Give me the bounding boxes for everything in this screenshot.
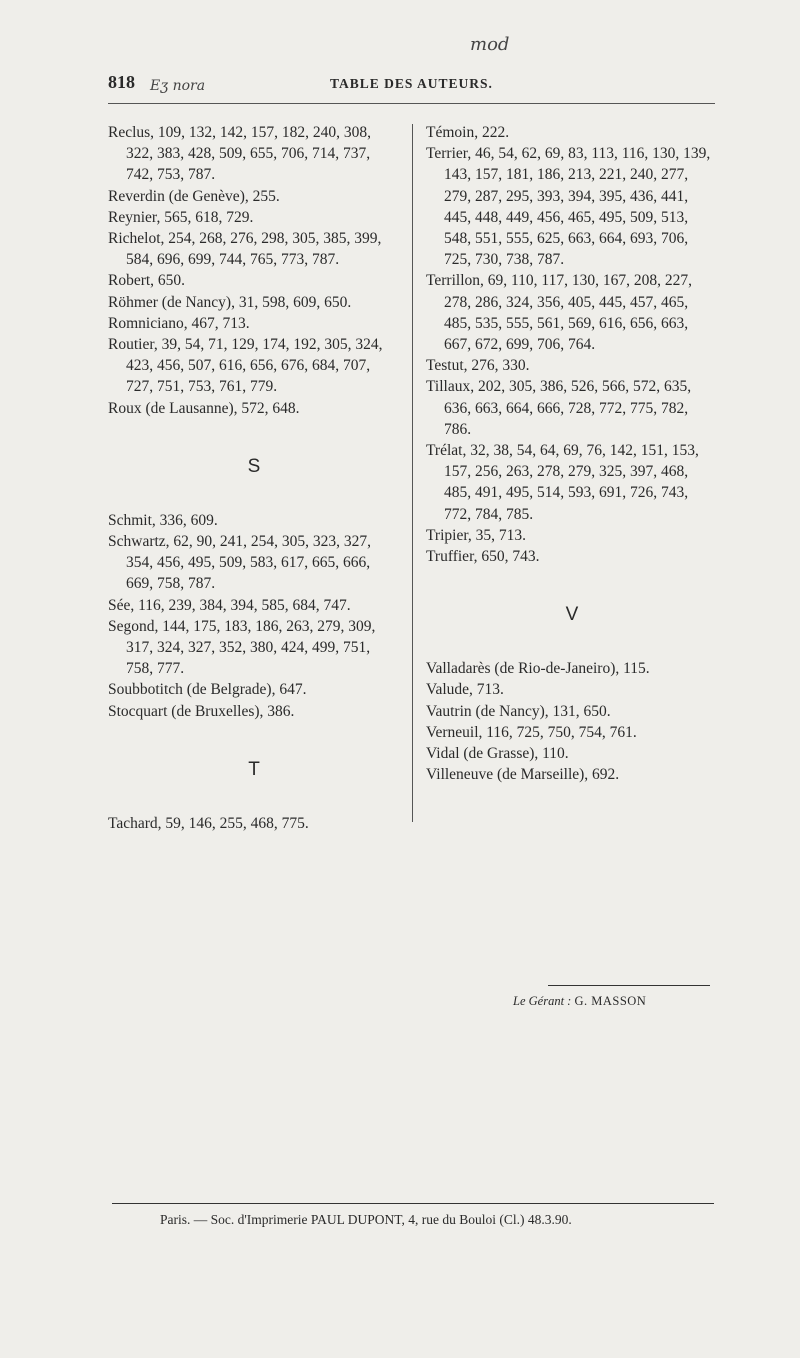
column-divider: [412, 124, 413, 822]
index-entry: Schmit, 336, 609.: [108, 511, 218, 529]
printer-imprint: Paris. — Soc. d'Imprimerie PAUL DUPONT, 4, rue du Bouloi (Cl.) 48.3.90.: [160, 1212, 572, 1227]
index-entry: Routier, 39, 54, 71, 129, 174, 192, 305, 324, 423, 456, 507, 616, 656, 676, 684, 707, 727, 751, 753, 761, 779.: [108, 336, 383, 396]
index-entry: Truffier, 650, 743.: [426, 548, 540, 566]
index-entry: Reverdin (de Genève), 255.: [108, 187, 280, 205]
index-entry: Soubbotitch (de Belgrade), 647.: [108, 681, 307, 699]
index-entry: Vautrin (de Nancy), 131, 650.: [426, 702, 611, 720]
index-entry: Verneuil, 116, 725, 750, 754, 761.: [426, 723, 637, 741]
page-number: 818: [108, 72, 135, 92]
signature-rule: [548, 985, 710, 986]
index-entry: Robert, 650.: [108, 272, 186, 290]
handwritten-top-note: mod: [470, 34, 510, 55]
running-head: TABLE DES AUTEURS.: [330, 76, 493, 91]
index-entry: Reynier, 565, 618, 729.: [108, 208, 254, 226]
index-entry: Richelot, 254, 268, 276, 298, 305, 385, 399, 584, 696, 699, 744, 765, 773, 787.: [108, 230, 382, 269]
index-entry: Valladarès (de Rio-de-Janeiro), 115.: [426, 660, 650, 678]
section-letter: S: [247, 455, 261, 477]
index-entry: Tripier, 35, 713.: [426, 526, 526, 544]
index-entry: Röhmer (de Nancy), 31, 598, 609, 650.: [108, 293, 352, 311]
index-entry: Testut, 276, 330.: [426, 357, 530, 375]
index-entry: Sée, 116, 239, 384, 394, 585, 684, 747.: [108, 596, 351, 614]
section-letter: T: [248, 758, 260, 780]
index-entry: Villeneuve (de Marseille), 692.: [426, 766, 620, 784]
index-entry: Tillaux, 202, 305, 386, 526, 566, 572, 635, 636, 663, 664, 666, 728, 772, 775, 782, 786.: [426, 378, 692, 438]
header-rule: [108, 103, 715, 104]
index-entry: Reclus, 109, 132, 142, 157, 182, 240, 308, 322, 383, 428, 509, 655, 706, 714, 737, 742, 753, 787.: [108, 124, 372, 184]
index-entry: Valude, 713.: [426, 681, 504, 699]
index-entry: Stocquart (de Bruxelles), 386.: [108, 702, 295, 720]
index-column-right: [426, 122, 718, 785]
index-entry: Roux (de Lausanne), 572, 648.: [108, 399, 300, 417]
index-column-left: [108, 122, 400, 834]
section-letter: V: [565, 604, 579, 626]
index-entry: Vidal (de Grasse), 110.: [426, 745, 569, 763]
footer-rule: [112, 1203, 714, 1204]
signature: [513, 994, 646, 1009]
index-entry: Romniciano, 467, 713.: [108, 314, 250, 332]
signature-label: Le Gérant :: [513, 994, 572, 1008]
index-entry: Trélat, 32, 38, 54, 64, 69, 76, 142, 151, 153, 157, 256, 263, 278, 279, 325, 397, 468, 485, 491, 495, 514, 593, 691, 726, 743, 772, 784, 785.: [426, 442, 699, 523]
index-entry: Terrier, 46, 54, 62, 69, 83, 113, 116, 130, 139, 143, 157, 181, 186, 213, 221, 240, 277, 279, 287, 295, 393, 394, 395, 436, 441, 445, 448, 449, 456, 465, 495, 509, 513, 548, 551, 555, 625, 663, 664, 693, 706, 725, 730, 738, 787.: [426, 145, 711, 269]
index-entry: Terrillon, 69, 110, 117, 130, 167, 208, 227, 278, 286, 324, 356, 405, 445, 457, 465, 485, 535, 555, 561, 569, 616, 656, 663, 667, 672, 699, 706, 764.: [426, 272, 692, 354]
index-entry: Tachard, 59, 146, 255, 468, 775.: [108, 814, 309, 832]
index-entry: Schwartz, 62, 90, 241, 254, 305, 323, 327, 354, 456, 495, 509, 583, 617, 665, 666, 669, 758, 787.: [108, 533, 372, 593]
handwritten-margin-note: Eʒ nora: [150, 78, 206, 94]
index-entry: Témoin, 222.: [426, 124, 510, 141]
signature-name: G. MASSON: [574, 994, 647, 1008]
index-entry: Segond, 144, 175, 183, 186, 263, 279, 309, 317, 324, 327, 352, 380, 424, 499, 751, 758, 777.: [108, 617, 376, 678]
